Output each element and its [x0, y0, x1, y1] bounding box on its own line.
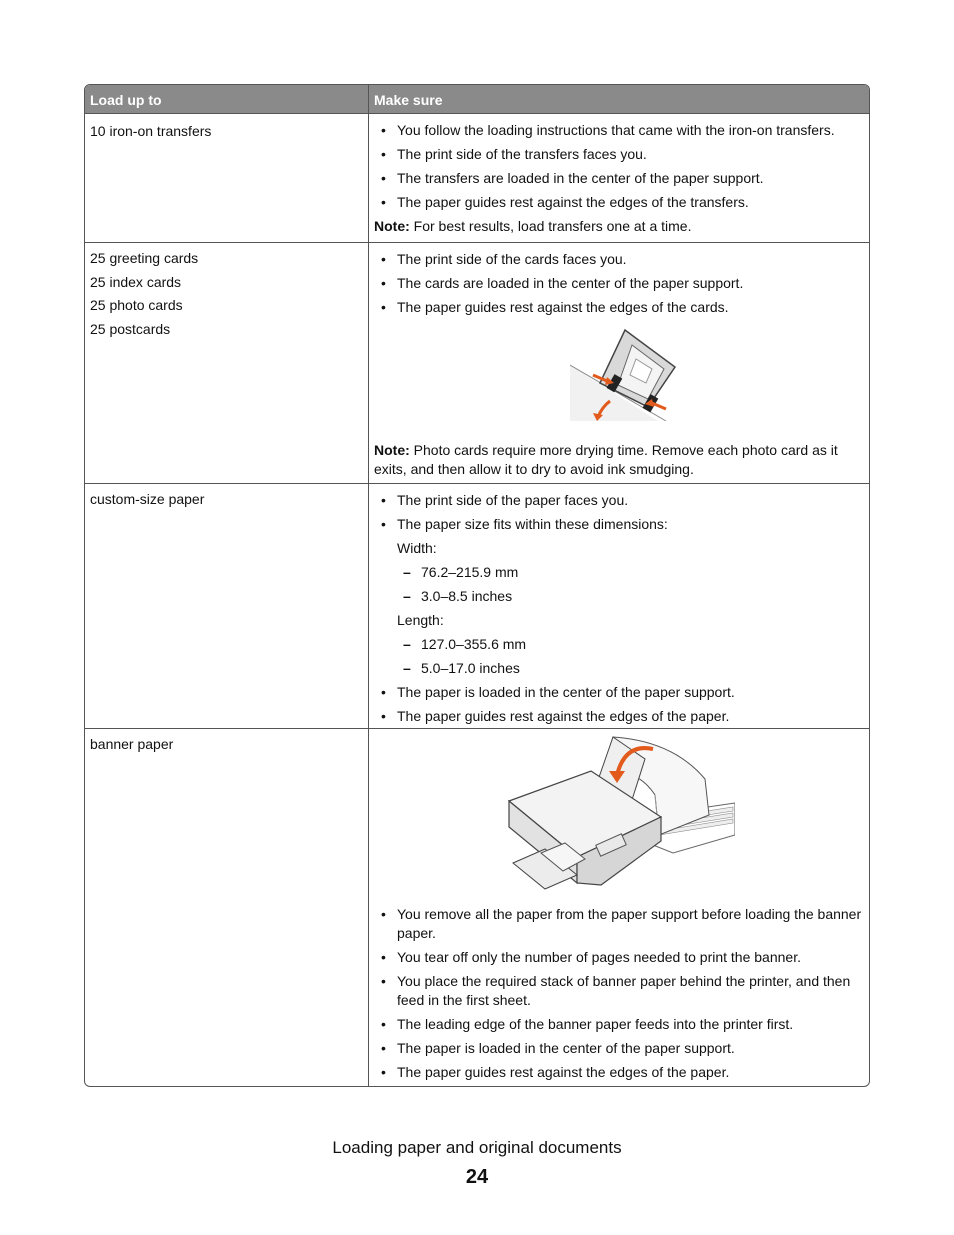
note-text: For best results, load transfers one at a time. [413, 218, 692, 234]
length-label: Length: [397, 612, 444, 628]
make-sure-cell [374, 121, 866, 236]
bullet-list [374, 491, 866, 534]
list-item: • The paper guides rest against the edges of the paper. [374, 1063, 866, 1082]
bullet-list [374, 683, 866, 726]
paper-loading-table [84, 84, 870, 1087]
list-item: – 127.0–355.6 mm [374, 635, 866, 654]
table-row-iron-on [85, 114, 869, 242]
page-number: 24 [465, 1166, 489, 1188]
footer-section-title: Loading paper and original documents [332, 1138, 622, 1157]
list-item: – 76.2–215.9 mm [374, 563, 866, 582]
load-item: 25 photo cards [90, 297, 183, 314]
header-make-sure: Make sure [374, 92, 443, 108]
load-cell [90, 120, 360, 144]
width-label: Width: [397, 540, 437, 556]
list-item: • You tear off only the number of pages needed to print the banner. [374, 948, 866, 967]
list-item: • You place the required stack of banner paper behind the printer, and then feed in the first sheet. [374, 972, 866, 1010]
bullet-list [374, 905, 866, 1082]
list-item: • The print side of the cards faces you. [374, 250, 866, 269]
load-item: 25 postcards [90, 321, 171, 338]
header-load-up-to: Load up to [90, 92, 162, 108]
load-cell [90, 488, 360, 512]
make-sure-cell [374, 491, 866, 731]
load-item: custom-size paper [90, 491, 205, 507]
table-row-custom-size [85, 484, 869, 728]
table-header [85, 85, 869, 114]
list-item: • The paper is loaded in the center of the paper support. [374, 1039, 866, 1058]
length-list [374, 635, 866, 678]
list-item: • The leading edge of the banner paper feeds into the printer first. [374, 1015, 866, 1034]
note [374, 441, 866, 479]
list-item: • The print side of the transfers faces you. [374, 145, 866, 164]
note-label: Note: [374, 442, 410, 458]
note [374, 217, 866, 236]
load-cell [90, 733, 360, 757]
list-item: – 3.0–8.5 inches [374, 587, 866, 606]
bullet-list [374, 121, 866, 212]
list-item: • The paper guides rest against the edges of the cards. [374, 298, 866, 317]
table-row-banner [85, 729, 869, 1087]
list-item: • The paper guides rest against the edges of the transfers. [374, 193, 866, 212]
load-item: 25 greeting cards [90, 250, 199, 266]
list-item: • The transfers are loaded in the center of the paper support. [374, 169, 866, 188]
note-text: Photo cards require more drying time. Remove each photo card as it exits, and then allow it to dry to avoid ink smudging. [374, 442, 838, 477]
bullet-list [374, 250, 866, 317]
table-row-cards [85, 243, 869, 483]
list-item: • The paper guides rest against the edges of the paper. [374, 707, 866, 726]
make-sure-cell [374, 735, 866, 1087]
note-label: Note: [374, 218, 410, 234]
load-cell [90, 247, 360, 342]
list-item: • The paper size fits within these dimensions: [374, 515, 866, 534]
list-item: • The paper is loaded in the center of the paper support. [374, 683, 866, 702]
list-item: • You follow the loading instructions that came with the iron-on transfers. [374, 121, 866, 140]
paper-support-guides-illustration [570, 325, 680, 421]
make-sure-cell [374, 250, 866, 479]
load-item: 10 iron-on transfers [90, 123, 212, 139]
list-item: • The cards are loaded in the center of the paper support. [374, 274, 866, 293]
load-item: 25 index cards [90, 273, 182, 290]
list-item: • The print side of the paper faces you. [374, 491, 866, 510]
list-item: – 5.0–17.0 inches [374, 659, 866, 678]
list-item: • You remove all the paper from the paper support before loading the banner paper. [374, 905, 866, 943]
width-list [374, 563, 866, 606]
banner-printer-illustration [505, 735, 735, 895]
load-item: banner paper [90, 736, 174, 752]
